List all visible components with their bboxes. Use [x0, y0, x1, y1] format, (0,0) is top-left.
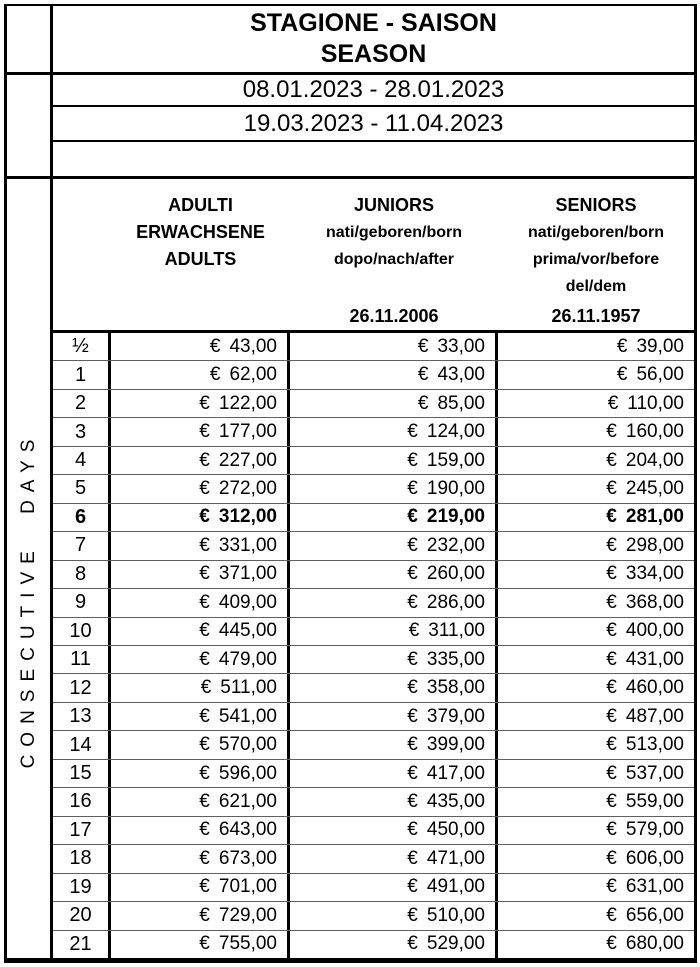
currency-symbol: € — [407, 477, 418, 499]
price-cell-adults — [111, 674, 290, 701]
price-value: 331,00 — [218, 534, 277, 556]
table-row — [53, 333, 694, 360]
price-cell-adults — [111, 532, 290, 559]
header-line-juniors-0: JUNIORS — [353, 195, 434, 215]
price-cell-seniors — [498, 532, 694, 559]
currency-symbol: € — [606, 904, 617, 926]
price-value: 643,00 — [218, 819, 277, 841]
dates-left-cell — [7, 75, 53, 176]
price-cell-juniors — [290, 589, 498, 616]
price-value: 219,00 — [426, 506, 485, 528]
days-cell: 16 — [53, 788, 111, 815]
days-cell: 20 — [53, 902, 111, 929]
currency-symbol: € — [200, 677, 212, 699]
price-value: 606,00 — [625, 847, 684, 869]
currency-symbol: € — [199, 620, 210, 642]
price-value: 368,00 — [625, 591, 684, 613]
price-cell-juniors — [290, 333, 498, 360]
price-value: 621,00 — [218, 790, 277, 812]
price-value: 358,00 — [426, 677, 485, 699]
title-line-2: SEASON — [320, 40, 427, 68]
table-row — [53, 645, 694, 673]
currency-symbol: € — [407, 506, 418, 528]
currency-symbol: € — [199, 506, 210, 528]
price-cell-adults — [111, 731, 290, 758]
price-value: 298,00 — [625, 534, 684, 556]
currency-symbol: € — [606, 790, 617, 812]
currency-symbol: € — [407, 421, 418, 443]
days-cell: 11 — [53, 646, 111, 673]
price-value: 62,00 — [229, 364, 277, 386]
price-value: 479,00 — [218, 648, 277, 670]
price-value: 537,00 — [625, 762, 684, 784]
days-cell: 7 — [53, 532, 111, 559]
price-grid — [53, 179, 694, 958]
table-row — [53, 503, 694, 531]
price-cell-juniors — [290, 674, 498, 701]
price-cell-seniors — [498, 760, 694, 787]
currency-symbol: € — [606, 876, 617, 898]
price-value: 701,00 — [218, 876, 277, 898]
price-cell-adults — [111, 475, 290, 502]
price-cell-juniors — [290, 731, 498, 758]
price-cell-adults — [111, 703, 290, 730]
currency-symbol: € — [606, 677, 617, 699]
price-value: 371,00 — [218, 563, 277, 585]
price-value: 656,00 — [625, 904, 684, 926]
price-value: 312,00 — [218, 506, 277, 528]
table-row — [53, 560, 694, 588]
price-value: 227,00 — [218, 449, 277, 471]
price-value: 232,00 — [426, 534, 485, 556]
currency-symbol: € — [407, 563, 418, 585]
price-cell-adults — [111, 418, 290, 445]
currency-symbol: € — [199, 705, 210, 727]
price-value: 334,00 — [625, 563, 684, 585]
price-value: 272,00 — [218, 477, 277, 499]
price-value: 245,00 — [625, 477, 684, 499]
price-value: 631,00 — [625, 876, 684, 898]
currency-symbol: € — [408, 620, 420, 642]
currency-symbol: € — [606, 591, 617, 613]
currency-symbol: € — [199, 477, 210, 499]
currency-symbol: € — [606, 563, 617, 585]
days-header-spacer — [53, 192, 111, 330]
price-cell-seniors — [498, 504, 694, 531]
price-cell-juniors — [290, 760, 498, 787]
header-col-seniors — [498, 192, 694, 330]
days-cell: 13 — [53, 703, 111, 730]
price-cell-seniors — [498, 618, 694, 645]
table-row — [53, 673, 694, 701]
price-value: 755,00 — [218, 933, 277, 955]
price-cell-adults — [111, 447, 290, 474]
currency-symbol: € — [407, 876, 418, 898]
currency-symbol: € — [407, 534, 418, 556]
price-value: 435,00 — [426, 790, 485, 812]
table-row — [53, 588, 694, 616]
currency-symbol: € — [407, 677, 418, 699]
currency-symbol: € — [407, 933, 418, 955]
price-cell-seniors — [498, 447, 694, 474]
price-cell-juniors — [290, 447, 498, 474]
price-value: 680,00 — [625, 933, 684, 955]
price-value: 160,00 — [625, 421, 684, 443]
table-row — [53, 816, 694, 844]
price-value: 56,00 — [636, 364, 684, 386]
price-cell-juniors — [290, 532, 498, 559]
currency-symbol: € — [417, 364, 429, 386]
price-value: 281,00 — [625, 506, 684, 528]
currency-symbol: € — [407, 904, 418, 926]
price-cell-adults — [111, 931, 290, 958]
price-cell-seniors — [498, 475, 694, 502]
price-cell-juniors — [290, 845, 498, 872]
currency-symbol: € — [199, 648, 210, 670]
price-cell-seniors — [498, 333, 694, 360]
price-cell-juniors — [290, 902, 498, 929]
currency-symbol: € — [209, 364, 221, 386]
price-value: 445,00 — [218, 620, 277, 642]
price-cell-seniors — [498, 902, 694, 929]
price-cell-seniors — [498, 361, 694, 388]
currency-symbol: € — [407, 591, 418, 613]
price-value: 487,00 — [625, 705, 684, 727]
price-cell-seniors — [498, 589, 694, 616]
price-value: 673,00 — [218, 847, 277, 869]
price-cell-juniors — [290, 817, 498, 844]
header-col-juniors — [290, 192, 498, 330]
price-value: 450,00 — [426, 819, 485, 841]
table-row — [53, 446, 694, 474]
currency-symbol: € — [606, 762, 617, 784]
price-value: 39,00 — [636, 335, 684, 357]
currency-symbol: € — [407, 449, 418, 471]
days-cell: 9 — [53, 589, 111, 616]
price-value: 311,00 — [428, 620, 485, 642]
table-row — [53, 531, 694, 559]
currency-symbol: € — [199, 591, 210, 613]
currency-symbol: € — [606, 734, 617, 756]
price-value: 541,00 — [218, 705, 277, 727]
price-cell-adults — [111, 845, 290, 872]
price-cell-juniors — [290, 788, 498, 815]
currency-symbol: € — [209, 335, 221, 357]
currency-symbol: € — [199, 421, 210, 443]
header-line-juniors-1: nati/geboren/born — [326, 224, 462, 241]
days-cell: 5 — [53, 475, 111, 502]
currency-symbol: € — [606, 477, 617, 499]
price-value: 529,00 — [426, 933, 485, 955]
table-row — [53, 930, 694, 958]
price-value: 579,00 — [625, 819, 684, 841]
price-cell-juniors — [290, 561, 498, 588]
currency-symbol: € — [199, 392, 210, 414]
currency-symbol: € — [407, 790, 418, 812]
days-cell: 8 — [53, 561, 111, 588]
price-value: 417,00 — [426, 762, 485, 784]
currency-symbol: € — [606, 648, 617, 670]
days-cell: 15 — [53, 760, 111, 787]
price-cell-juniors — [290, 931, 498, 958]
days-cell: 6 — [53, 504, 111, 531]
price-value: 335,00 — [426, 648, 485, 670]
currency-symbol: € — [616, 335, 628, 357]
price-value: 409,00 — [218, 591, 277, 613]
price-value: 511,00 — [220, 677, 277, 699]
currency-symbol: € — [407, 705, 418, 727]
column-headers — [53, 179, 694, 333]
price-value: 399,00 — [426, 734, 485, 756]
price-value: 400,00 — [625, 620, 684, 642]
currency-symbol: € — [407, 762, 418, 784]
table-row — [53, 417, 694, 445]
price-value: 431,00 — [625, 648, 684, 670]
price-value: 729,00 — [218, 904, 277, 926]
consecutive-days-label: CONSECUTIVE DAYS — [17, 431, 39, 769]
currency-symbol: € — [407, 734, 418, 756]
price-value: 124,00 — [426, 421, 485, 443]
price-cell-seniors — [498, 703, 694, 730]
days-cell: 19 — [53, 874, 111, 901]
dates-section — [7, 75, 694, 179]
price-value: 43,00 — [229, 335, 277, 357]
price-cell-adults — [111, 817, 290, 844]
price-value: 379,00 — [426, 705, 485, 727]
days-cell: 18 — [53, 845, 111, 872]
currency-symbol: € — [606, 506, 617, 528]
price-cell-adults — [111, 788, 290, 815]
price-cell-juniors — [290, 475, 498, 502]
price-cell-adults — [111, 390, 290, 417]
price-value: 177,00 — [218, 421, 277, 443]
header-line-seniors-1: nati/geboren/born — [528, 224, 664, 241]
header-line-seniors-0: SENIORS — [555, 195, 637, 215]
price-cell-seniors — [498, 561, 694, 588]
price-cell-adults — [111, 589, 290, 616]
table-row — [53, 617, 694, 645]
table-row — [53, 759, 694, 787]
price-cell-juniors — [290, 390, 498, 417]
price-value: 260,00 — [426, 563, 485, 585]
price-cell-seniors — [498, 788, 694, 815]
header-line-juniors-2: dopo/nach/after — [333, 251, 454, 268]
price-cell-adults — [111, 333, 290, 360]
currency-symbol: € — [199, 734, 210, 756]
price-cell-adults — [111, 618, 290, 645]
main-section — [7, 179, 694, 958]
header-line-adults-0: ADULTI — [168, 195, 233, 215]
days-cell: 3 — [53, 418, 111, 445]
currency-symbol: € — [606, 705, 617, 727]
currency-symbol: € — [199, 449, 210, 471]
date-range-empty — [53, 142, 694, 176]
price-value: 190,00 — [426, 477, 485, 499]
price-cell-adults — [111, 902, 290, 929]
days-cell: 12 — [53, 674, 111, 701]
price-cell-juniors — [290, 361, 498, 388]
price-value: 491,00 — [426, 876, 485, 898]
date-range-1: 08.01.2023 - 28.01.2023 — [53, 75, 694, 107]
currency-symbol: € — [199, 534, 210, 556]
header-line-seniors-4: 26.11.1957 — [551, 306, 641, 326]
currency-symbol: € — [407, 847, 418, 869]
price-cell-seniors — [498, 845, 694, 872]
days-cell: 4 — [53, 447, 111, 474]
price-cell-adults — [111, 504, 290, 531]
price-cell-juniors — [290, 646, 498, 673]
table-row — [53, 360, 694, 388]
currency-symbol: € — [606, 449, 617, 471]
days-cell: 1 — [53, 361, 111, 388]
price-table-body — [53, 333, 694, 958]
days-cell: 14 — [53, 731, 111, 758]
header-col-adults — [111, 192, 290, 330]
price-cell-adults — [111, 874, 290, 901]
price-value: 43,00 — [437, 364, 485, 386]
price-cell-seniors — [498, 418, 694, 445]
header-line-seniors-3: del/dem — [565, 278, 627, 295]
currency-symbol: € — [199, 762, 210, 784]
table-row — [53, 901, 694, 929]
price-cell-seniors — [498, 390, 694, 417]
price-value: 122,00 — [218, 392, 277, 414]
header-line-adults-2: ADULTS — [164, 249, 237, 269]
table-row — [53, 844, 694, 872]
table-row — [53, 873, 694, 901]
price-cell-adults — [111, 646, 290, 673]
price-cell-juniors — [290, 504, 498, 531]
title-line-1: STAGIONE - SAISON — [250, 9, 497, 37]
header-line-juniors-3 — [392, 273, 396, 300]
table-row — [53, 474, 694, 502]
price-cell-juniors — [290, 703, 498, 730]
currency-symbol: € — [606, 847, 617, 869]
currency-symbol: € — [199, 876, 210, 898]
price-cell-adults — [111, 361, 290, 388]
price-value: 110,00 — [627, 392, 684, 414]
table-row — [53, 787, 694, 815]
currency-symbol: € — [606, 819, 617, 841]
price-cell-seniors — [498, 931, 694, 958]
header-line-adults-3 — [198, 273, 203, 300]
price-cell-seniors — [498, 731, 694, 758]
header-line-adults-1: ERWACHSENE — [136, 222, 265, 242]
price-value: 596,00 — [218, 762, 277, 784]
price-value: 159,00 — [426, 449, 485, 471]
price-value: 204,00 — [625, 449, 684, 471]
dates-column — [53, 75, 694, 176]
currency-symbol: € — [417, 392, 429, 414]
currency-symbol: € — [407, 819, 418, 841]
currency-symbol: € — [199, 563, 210, 585]
currency-symbol: € — [199, 933, 210, 955]
days-cell: 21 — [53, 931, 111, 958]
price-cell-seniors — [498, 674, 694, 701]
days-cell: 10 — [53, 618, 111, 645]
currency-symbol: € — [407, 648, 418, 670]
price-value: 559,00 — [625, 790, 684, 812]
price-value: 286,00 — [426, 591, 485, 613]
header-line-seniors-2: prima/vor/before — [532, 251, 660, 268]
table-row — [53, 702, 694, 730]
price-cell-adults — [111, 760, 290, 787]
price-value: 513,00 — [625, 734, 684, 756]
price-value: 33,00 — [437, 335, 485, 357]
price-value: 460,00 — [625, 677, 684, 699]
title-section — [7, 6, 694, 75]
table-row — [53, 730, 694, 758]
price-value: 85,00 — [437, 392, 485, 414]
consecutive-days-rail — [7, 179, 53, 958]
currency-symbol: € — [417, 335, 429, 357]
currency-symbol: € — [199, 790, 210, 812]
season-price-table — [4, 4, 697, 963]
days-cell: 2 — [53, 390, 111, 417]
days-cell: ½ — [53, 333, 111, 360]
price-cell-seniors — [498, 817, 694, 844]
price-value: 570,00 — [218, 734, 277, 756]
table-row — [53, 389, 694, 417]
currency-symbol: € — [199, 904, 210, 926]
price-value: 471,00 — [426, 847, 485, 869]
price-cell-juniors — [290, 618, 498, 645]
currency-symbol: € — [616, 364, 628, 386]
currency-symbol: € — [606, 534, 617, 556]
price-cell-seniors — [498, 874, 694, 901]
price-cell-juniors — [290, 874, 498, 901]
days-cell: 17 — [53, 817, 111, 844]
date-range-2: 19.03.2023 - 11.04.2023 — [53, 107, 694, 142]
currency-symbol: € — [606, 421, 617, 443]
currency-symbol: € — [606, 620, 617, 642]
price-cell-seniors — [498, 646, 694, 673]
price-value: 510,00 — [426, 904, 485, 926]
currency-symbol: € — [607, 392, 619, 414]
price-cell-juniors — [290, 418, 498, 445]
currency-symbol: € — [199, 819, 210, 841]
price-cell-adults — [111, 561, 290, 588]
header-line-adults-4 — [198, 303, 203, 330]
currency-symbol: € — [606, 933, 617, 955]
header-line-juniors-4: 26.11.2006 — [349, 306, 439, 326]
title-cell — [53, 6, 694, 72]
currency-symbol: € — [199, 847, 210, 869]
title-left-cell — [7, 6, 53, 72]
